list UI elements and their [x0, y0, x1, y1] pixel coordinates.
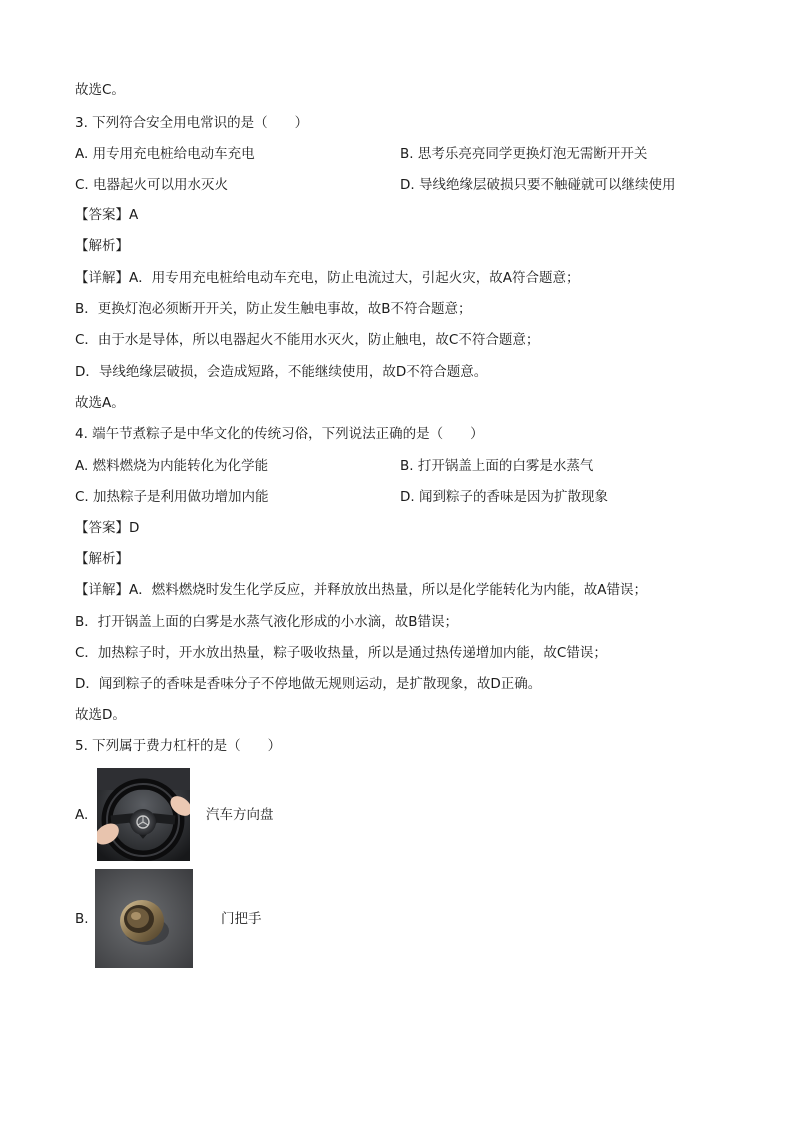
steering-wheel-icon [97, 768, 190, 861]
q3-detail-c: C．由于水是导体，所以电器起火不能用水灭火，防止触电，故C不符合题意； [75, 332, 540, 348]
q3-option-d: D. 导线绝缘层破损只要不触碰就可以继续使用 [400, 177, 676, 193]
q3-detail-d: D．导线绝缘层破损，会造成短路，不能继续使用，故D不符合题意。 [75, 364, 488, 380]
q3-analysis-heading: 【解析】 [75, 238, 129, 254]
q5-option-a-label: A. [75, 807, 89, 823]
q5-option-b-caption: 门把手 [221, 911, 262, 927]
q4-detail-b: B．打开锅盖上面的白雾是水蒸气液化形成的小水滴，故B错误； [75, 614, 459, 630]
q4-option-b: B. 打开锅盖上面的白雾是水蒸气 [400, 458, 594, 474]
q4-option-a: A. 燃料燃烧为内能转化为化学能 [75, 458, 269, 474]
q4-option-c: C. 加热粽子是利用做功增加内能 [75, 489, 269, 505]
q4-stem: 4. 端午节煮粽子是中华文化的传统习俗，下列说法正确的是（ ） [75, 426, 484, 442]
q3-detail-a: 【详解】A．用专用充电桩给电动车充电，防止电流过大，引起火灾，故A符合题意； [75, 270, 580, 286]
q4-detail-d: D．闻到粽子的香味是香味分子不停地做无规则运动，是扩散现象，故D正确。 [75, 676, 542, 692]
q4-detail-c: C．加热粽子时，开水放出热量，粽子吸收热量，所以是通过热传递增加内能，故C错误； [75, 645, 607, 661]
q4-analysis-heading: 【解析】 [75, 551, 129, 567]
q5-stem: 5. 下列属于费力杠杆的是（ ） [75, 738, 282, 754]
q5-option-a-caption: 汽车方向盘 [206, 807, 274, 823]
q3-stem: 3. 下列符合安全用电常识的是（ ） [75, 115, 309, 131]
q3-option-a: A. 用专用充电桩给电动车充电 [75, 146, 255, 162]
steering-wheel-photo [97, 768, 190, 861]
q3-detail-b: B．更换灯泡必须断开开关，防止发生触电事故，故B不符合题意； [75, 301, 472, 317]
door-knob-photo [95, 869, 193, 968]
q4-answer: 【答案】D [75, 520, 140, 536]
q4-conclusion: 故选D。 [75, 707, 126, 723]
q2-conclusion: 故选C。 [75, 82, 125, 98]
q5-option-b-label: B. [75, 911, 89, 927]
door-knob-icon [95, 869, 193, 968]
q4-option-d: D. 闻到粽子的香味是因为扩散现象 [400, 489, 608, 505]
q3-conclusion: 故选A。 [75, 395, 125, 411]
q3-answer: 【答案】A [75, 207, 139, 223]
q4-detail-a: 【详解】A．燃料燃烧时发生化学反应，并释放放出热量，所以是化学能转化为内能，故A错误； [75, 582, 647, 598]
q3-option-b: B. 思考乐亮亮同学更换灯泡无需断开开关 [400, 146, 648, 162]
q3-option-c: C. 电器起火可以用水灭火 [75, 177, 229, 193]
